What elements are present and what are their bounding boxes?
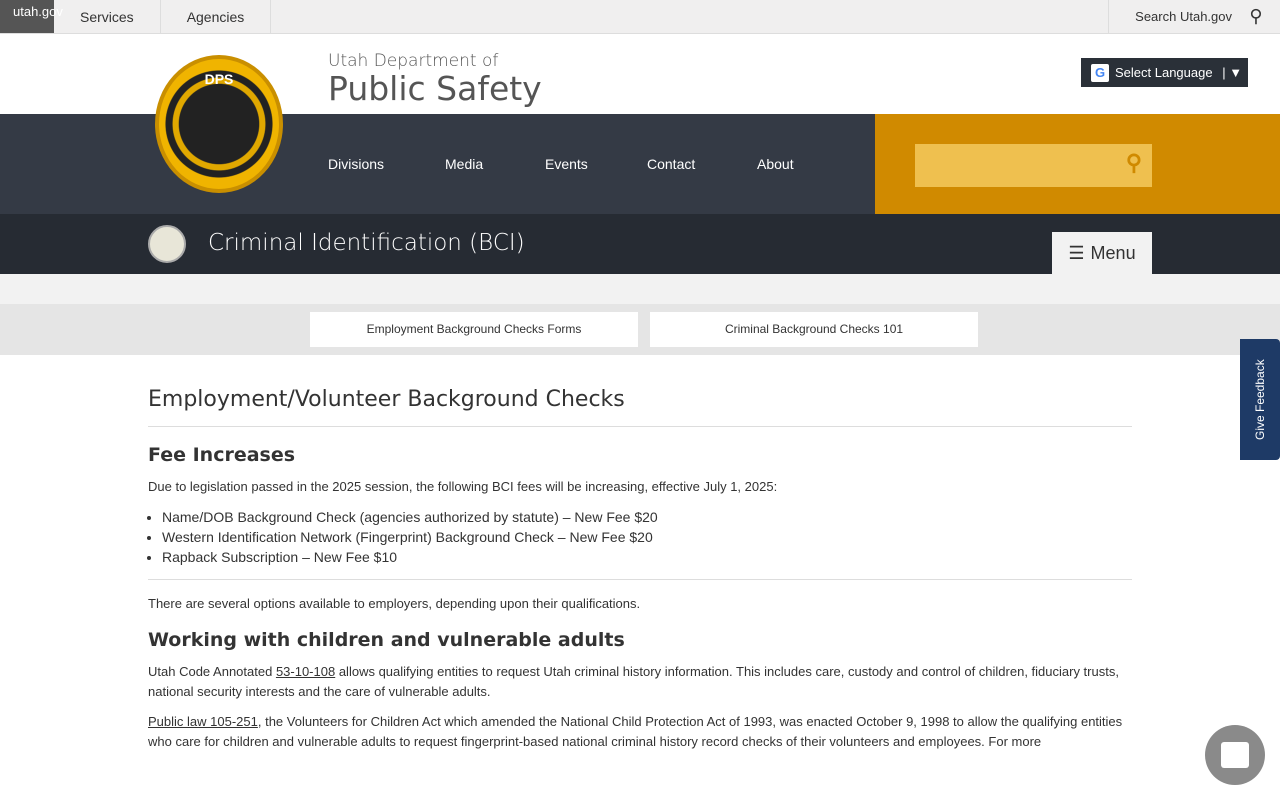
google-icon: G bbox=[1091, 64, 1109, 82]
dept-line1: Utah Department of bbox=[328, 51, 499, 71]
dept-line2[interactable]: Public Safety bbox=[328, 69, 542, 108]
public-law-paragraph bbox=[148, 712, 1132, 752]
utah-gov-logo[interactable]: utah.gov bbox=[0, 0, 54, 33]
division-title[interactable]: Criminal Identification (BCI) bbox=[208, 230, 525, 256]
public-law-link[interactable]: Public law 105-251 bbox=[148, 714, 258, 729]
nav-about[interactable]: About bbox=[757, 156, 794, 172]
p1-text-rest: allows qualifying entities to request Utah criminal history information. This includes care, custody and control of children, fiduciary trusts, national security interests and the care of vulnerable adults. bbox=[148, 664, 1119, 699]
caret-down-icon: | ▼ bbox=[1218, 65, 1243, 80]
menu-button[interactable] bbox=[1052, 232, 1152, 274]
nav-contact[interactable]: Contact bbox=[647, 156, 696, 172]
badge-text: DPS bbox=[204, 71, 234, 87]
language-label: Select Language bbox=[1115, 65, 1213, 80]
nav-divisions[interactable]: Divisions bbox=[328, 156, 385, 172]
search-icon[interactable]: ⚲ bbox=[1249, 6, 1263, 26]
search-panel bbox=[875, 114, 1280, 214]
give-feedback-tab[interactable]: Give Feedback bbox=[1240, 339, 1280, 460]
sub-nav bbox=[0, 304, 1280, 355]
division-bar bbox=[0, 214, 1280, 274]
hamburger-icon: ☰ bbox=[1068, 242, 1085, 263]
utah-code-paragraph bbox=[148, 662, 1132, 702]
nav-media[interactable]: Media bbox=[445, 156, 484, 172]
search-utah-gov[interactable] bbox=[1108, 0, 1280, 33]
fee-list bbox=[162, 507, 1132, 567]
divider bbox=[148, 579, 1132, 580]
nav-events[interactable]: Events bbox=[545, 156, 588, 172]
chat-button[interactable] bbox=[1205, 725, 1265, 785]
options-text: There are several options available to employers, depending upon their qualifications. bbox=[148, 596, 641, 611]
search-icon[interactable]: ⚲ bbox=[1125, 150, 1142, 175]
fee-item: • Name/DOB Background Check (agencies authorized by statute) – New Fee $20 bbox=[162, 507, 1132, 527]
bci-logo bbox=[148, 225, 186, 263]
utah-gov-bar bbox=[0, 0, 1280, 34]
main-content bbox=[148, 387, 1132, 762]
search-label: Search Utah.gov bbox=[1135, 9, 1232, 24]
working-heading: Working with children and vulnerable adults bbox=[148, 629, 625, 651]
fee-item: • Rapback Subscription – New Fee $10 bbox=[162, 547, 1132, 567]
agencies-link[interactable]: Agencies bbox=[161, 0, 272, 33]
fee-item: • Western Identification Network (Fingerprint) Background Check – New Fee $20 bbox=[162, 527, 1132, 547]
p1-text: Utah Code Annotated bbox=[148, 664, 276, 679]
subnav-checks-101[interactable]: Criminal Background Checks 101 bbox=[650, 312, 978, 347]
menu-label: Menu bbox=[1090, 242, 1136, 263]
fee-intro: Due to legislation passed in the 2025 session, the following BCI fees will be increasing, effective July 1, 2025: bbox=[148, 479, 778, 494]
subnav-forms[interactable]: Employment Background Checks Forms bbox=[310, 312, 638, 347]
p2-text: , the Volunteers for Children Act which amended the National Child Protection Act of 1993, was enacted October 9, 1998 to allow the qualifying entities who care for children and vulnerable adults to request fingerprint-based national criminal history record checks of their volunteers and employees. For more bbox=[148, 714, 1123, 749]
select-language-button[interactable] bbox=[1081, 58, 1248, 87]
dps-badge-logo[interactable] bbox=[155, 55, 283, 193]
chat-icon bbox=[1221, 742, 1249, 768]
fee-heading: Fee Increases bbox=[148, 444, 296, 466]
page-title: Employment/Volunteer Background Checks bbox=[148, 390, 1132, 427]
utah-code-link[interactable]: 53-10-108 bbox=[275, 664, 336, 679]
site-search-input[interactable] bbox=[915, 144, 1152, 187]
services-link[interactable]: Services bbox=[54, 0, 161, 33]
